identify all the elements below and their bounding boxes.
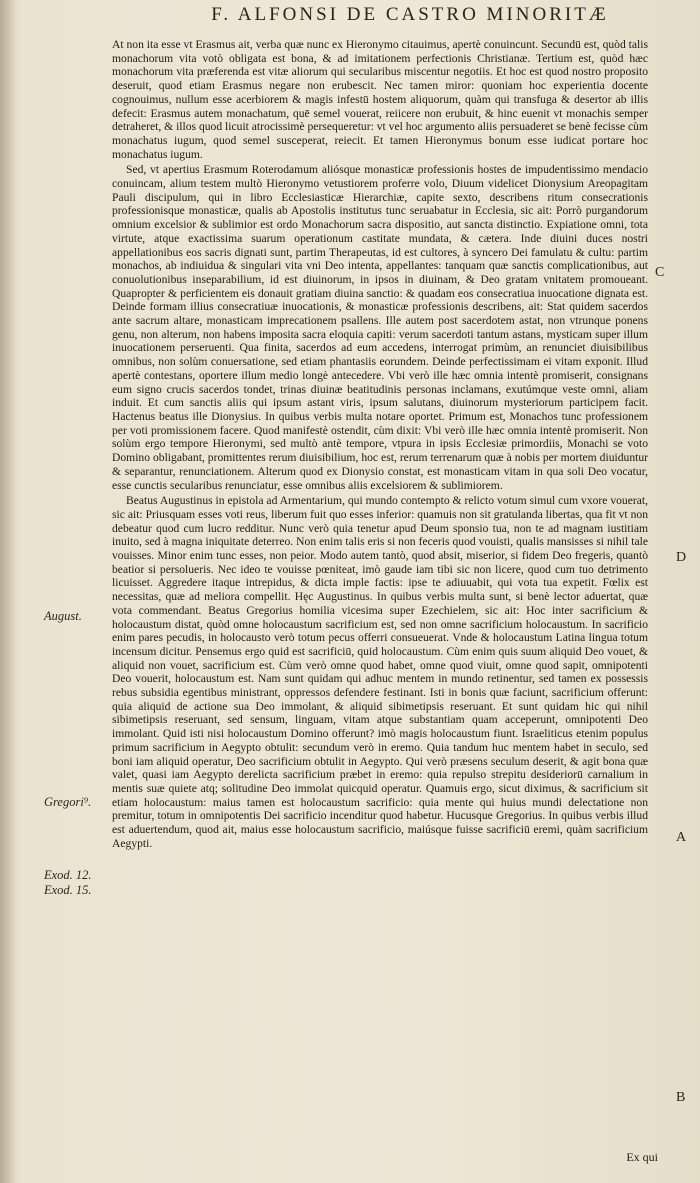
- section-letter-d: D: [676, 550, 687, 565]
- margin-note-exod-12: Exod. 12.: [44, 868, 92, 882]
- margin-note-exod-15: Exod. 15.: [44, 883, 92, 897]
- catchword: Ex qui: [626, 1150, 658, 1164]
- margin-note-gregorius: Gregori⁹.: [44, 795, 92, 809]
- section-letter-b: B: [676, 1090, 686, 1105]
- section-letter-c: C: [655, 265, 665, 280]
- margin-note-august: August.: [44, 609, 82, 623]
- spine-shadow: [0, 0, 16, 1183]
- section-letter-a: A: [676, 830, 687, 845]
- paragraph-3: Beatus Augustinus in epistola ad Armentarium, qui mundo contempto & relicto votum simul cum vxore vouerat, sic ait: Priusquam esses voti reus, liberum fuit quo esses inferior: quamuis non sit gratulanda libertas, qua fit vt non debeatur quod cum lucro redditur. Nunc verò quia tenetur apud Deum sponsio tua, non te ad magnam iustitiam inuito, sed à magna iniquitate deterreo. Non enim talis eris si non feceris quod vouisti, qualis mansisses si nihil tale vouisses. Minor enim tunc esses, non peior. Modo autem tantò, quod absit, miserior, si fidem Deo fregeris, quantò beatior si persolueris. Nec ideo te vouisse pœniteat, imò gaude iam tibi sic non licere, quod cum tuo detrimento licuisset. Aggredere itaque intrepidus, & dicta imple factis: ipse te adiuuabit, qui vota tua expetit. Fœlix est necessitas, quæ ad meliora compellit. Hęc Augustinus. In quibus verbis multa sunt, si benè lector aduertat, quæ vota commendant. Beatus Gregorius homilia vicesima super Ezechielem, sic ait: Hoc inter sacrificium & holocaustum distat, quòd omne holocaustum sacrificium est, sed non omne sacrificium holocaustum. In sacrificio enim pares pecudis, in holocausto verò totum pecus offerri consueuerat. Vnde & holocaustum Latina lingua totum incensum dicitur. Pensemus ergo quid est sacrificiū, quid holocaustum. Cùm enim quis suum aliquid Deo vouet, & aliquid non vouet, sacrificium est. Cùm verò omne quod habet, omne quod viuit, omne quod sapit, omnipotenti Deo vouerit, holocaustum est. Nam sunt quidam qui adhuc mentem in mundo retinentur, sed tamen ex possessis rebus subsidia egentibus ministrant, oppressos defendere festinant. Isti in bonis quæ faciunt, sacrificium offerunt: quia aliquid de actione sua Deo immolant, & aliquid sibimetipsis reseruant. Et sunt quidam hic qui nihil sibimetipsis reseruant, sed sensum, linguam, vitam atque substantiam quam acceperunt, omnipotenti Deo immolant. Quid isti nisi holocaustum Domino offerunt? imò magis holocaustum fiunt. Israeliticus etenim populus primum sacrificium in Aegypto obtulit: secundum verò in eremo. Quia tandum huc mentem habet in seculo, sed boni iam aliquid operatur, Deo sacrificium obtulit in Aegypto. Qui verò præsens seculum deserit, & agit bona quæ valet, quasi iam Aegypto derelicta sacrificium præbet in eremo: quia repulso strepitu desideriorū carnalium in mentis suæ quiete atq; solitudine Deo immolat quicquid operatur. Quamuis ergo, sicut diximus, & sacrificium sit etiam holocaustum: maius tamen est holocaustum sacrificio: quia mente qui huius mundi delectatione non premitur, totum in omnipotentis Dei sacrificio incenditur quod habetur. Hucusque Gregorius. In quibus verbis illud est aduertendum, quod ait, maius esse holocaustum sacrificio, maiúsque fuisse sacrificiū eremi, quàm sacrificium Aegypti.: [112, 494, 648, 850]
- paragraph-1: At non ita esse vt Erasmus ait, verba quæ nunc ex Hieronymo citauimus, apertè conuincunt. Secundū est, quòd talis monachorum vita votò obligata est bona, & ad imitationem perfectionis Christianæ. Tertium est, quòd hæc monachorum vita præferenda est vitæ aliorum qui secularibus miscentur negotiis. Et hoc est quod nostro proposito deseruit, quod etiam Erasmus negare non erubescit. Nec tamen miror: quoniam hoc experientia docente cognouimus, nullum esse acerbiorem & magis infestū hostem aliquorum, quàm qui transfuga & desertor ab illis defecit: Erasmus autem monachatum, quē semel vouerat, reiicere non erubuit, & hinc euenit vt monachis semper detraheret, & illos quod licuit atrocissimè persequeretur: vt vel hoc argumento aliis persuaderet se benè fecisse cùm monachatus iugum, quod semel susceperat, reiecit. Et tamen Hieronymus bonum esse iudicat portare hoc monachatus iugum.: [112, 38, 648, 161]
- running-title: F. ALFONSI DE CASTRO MINORITÆ: [211, 4, 609, 25]
- main-text: [112, 38, 648, 852]
- paragraph-2: Sed, vt apertius Erasmum Roterodamum aliósque monasticæ professionis hostes de impudentissimo mendacio conuincam, alium testem multò Hieronymo vetustiorem proferre volo, Diuum videlicet Dionysium Areopagitam Pauli discipulum, qui in libro Ecclesiasticæ Hierarchiæ, capite sexto, describens ritum consecrationis professionisque monasticæ, qualis ab Apostolis institutus tunc seruabatur in Ecclesia, sic ait: Porrò purgandorum omnium excelsior & sublimior est ordo Monachorum sacra dispositio, aut sancta distinctio. Expiatione omni, tota virtute, atque exactissima suarum operationum castitate mundata, & cætera. Inde diuini duces nostri appellationibus eos sacris dignati sunt, partim Therapeutas, id est cultores, à syncero Dei famulatu & cultu: partim monachos, ab indiuidua & singulari vita vni Deo intenta, appellantes: tanquam quæ sanctis complicationibus, aut conuolutionibus inseparabilium, id est diuinorum, in ipsos in diuinam, & Deo gratam vnitatem promoueant. Quapropter & perficientem eis donauit gratiam diuina sanctio: & quadam eos consecratiua inuocatione dignata est. Deinde formam illius consecratiuæ inuocationis, & monasticæ professionis describens, ait: Stat quidem sacerdos ante sacrum altare, monasticam imprecationem psallens. Ille autem post sacerdotem astat, non vtrunque ponens genu, non alterum, non habens imposita sacra eloquia capiti: verum sacerdoti tantum astans, mysticam super illum inuocationem perseruenti. Qua finita, sacerdos ad eum accedens, interrogat primùm, an renunciet diuisibilibus omnibus, non solùm conuersatione, sed etiam phantasiis eorundem. Deinde perfectissimam ei vitam exponit. Illud apertè contestans, oportere illum medio longè antecedere. Vbi verò ille hæc omnia intentè promiserit, consignans eum signo crucis sacerdos tondet, trinas diuinæ beatitudinis personas inclamans, exutúmque veste omni, aliam induit. Et cum sanctis aliis qui ipsum astant viris, ipsum salutans, diuinorum mysteriorum participem facit. Hactenus beatus ille Dionysius. In quibus verbis multa notare oportet. Primum est, Monachos tunc professionem per voti promissionem facere. Quod manifestè ostendit, cùm dixit: Vbi verò ille hæc omnia intentè promiserit. Non solùm ergo tempore Hieronymi, sed multò antè tempore, vtpura in ipsis Ecclesiæ primordiis, Monachi se voto Domino obligabant, promittentes rerum diuisibilium, hoc est, rerum terrenarum quæ à nobis per mortem diuiduntur & separantur, renunciationem. Alterum quod ex Dionysio constat, est monasticam vitam in qua soli Deo vocatur, esse cunctis secularibus renunciatur, esse omnibus aliis excelsiorem & sublimiorem.: [112, 163, 648, 492]
